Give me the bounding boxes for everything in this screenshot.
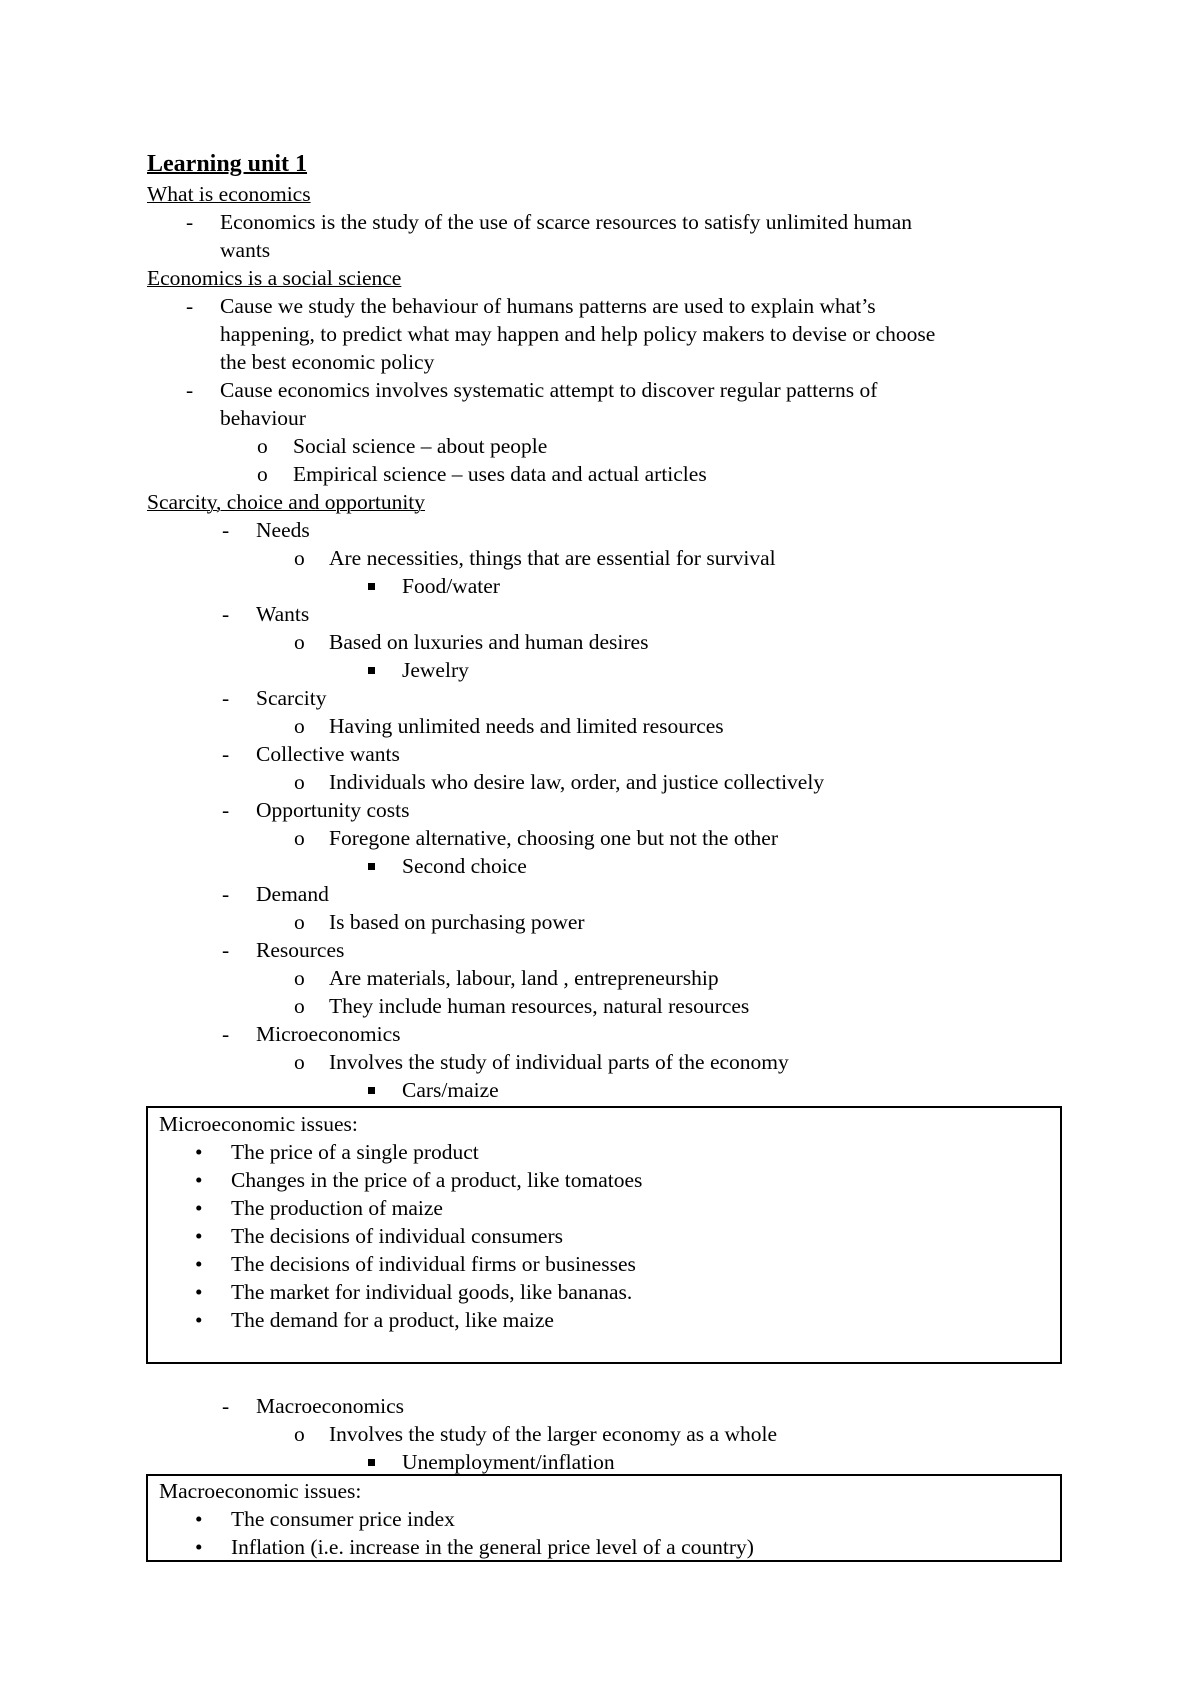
list-item: Resources xyxy=(256,938,345,962)
list-item: Microeconomics xyxy=(256,1022,401,1046)
list-item: Scarcity xyxy=(256,686,327,710)
box-heading: Microeconomic issues: xyxy=(159,1112,358,1136)
circle-marker: o xyxy=(294,910,305,934)
circle-marker: o xyxy=(294,630,305,654)
dash-marker: - xyxy=(222,742,230,766)
page-title: Learning unit 1 xyxy=(147,151,308,177)
dash-marker: - xyxy=(222,798,230,822)
box-list-item: The market for individual goods, like bananas. xyxy=(231,1280,633,1304)
sub-sub-bullet-text: Jewelry xyxy=(402,658,469,682)
box-list-item: The decisions of individual consumers xyxy=(231,1224,563,1248)
square-bullet-icon xyxy=(368,583,375,590)
bullet-marker: • xyxy=(195,1308,203,1332)
circle-marker: o xyxy=(294,770,305,794)
bullet-text: behaviour xyxy=(220,406,306,430)
sub-sub-bullet-text: Second choice xyxy=(402,854,527,878)
box-list-item: The consumer price index xyxy=(231,1507,455,1531)
circle-marker: o xyxy=(294,1050,305,1074)
circle-marker: o xyxy=(294,714,305,738)
box-list-item: The decisions of individual firms or businesses xyxy=(231,1252,636,1276)
dash-marker: - xyxy=(222,518,230,542)
sub-bullet-text: Involves the study of the larger economy as a whole xyxy=(329,1422,777,1446)
list-item: Needs xyxy=(256,518,310,542)
bullet-marker: • xyxy=(195,1168,203,1192)
circle-marker: o xyxy=(257,434,268,458)
bullet-marker: • xyxy=(195,1252,203,1276)
box-list-item: The price of a single product xyxy=(231,1140,479,1164)
list-item: Collective wants xyxy=(256,742,400,766)
sub-sub-bullet-text: Food/water xyxy=(402,574,500,598)
heading-social-science: Economics is a social science xyxy=(147,266,402,290)
sub-bullet-text: Empirical science – uses data and actual articles xyxy=(293,462,707,486)
list-item: Wants xyxy=(256,602,310,626)
bullet-marker: • xyxy=(195,1507,203,1531)
circle-marker: o xyxy=(257,462,268,486)
sub-bullet-text: Are necessities, things that are essential for survival xyxy=(329,546,776,570)
heading-what-is-economics: What is economics xyxy=(147,182,311,206)
bullet-text: Cause we study the behaviour of humans patterns are used to explain what’s xyxy=(220,294,876,318)
box-heading: Macroeconomic issues: xyxy=(159,1479,362,1503)
circle-marker: o xyxy=(294,546,305,570)
sub-bullet-text: Social science – about people xyxy=(293,434,548,458)
list-item: Demand xyxy=(256,882,329,906)
circle-marker: o xyxy=(294,966,305,990)
sub-bullet-text: Individuals who desire law, order, and justice collectively xyxy=(329,770,825,794)
sub-bullet-text: Based on luxuries and human desires xyxy=(329,630,649,654)
bullet-text: wants xyxy=(220,238,271,262)
sub-bullet-text: Are materials, labour, land , entrepreneurship xyxy=(329,966,719,990)
square-bullet-icon xyxy=(368,1459,375,1466)
heading-scarcity: Scarcity, choice and opportunity xyxy=(147,490,426,514)
list-item: Opportunity costs xyxy=(256,798,410,822)
bullet-marker: • xyxy=(195,1224,203,1248)
bullet-text: Economics is the study of the use of scarce resources to satisfy unlimited human xyxy=(220,210,913,234)
dash-marker: - xyxy=(222,882,230,906)
dash-marker: - xyxy=(222,1022,230,1046)
circle-marker: o xyxy=(294,994,305,1018)
dash-marker: - xyxy=(222,1394,230,1418)
box-list-item: The production of maize xyxy=(231,1196,443,1220)
box-list-item: Inflation (i.e. increase in the general price level of a country) xyxy=(231,1535,754,1559)
sub-bullet-text: Having unlimited needs and limited resources xyxy=(329,714,724,738)
bullet-marker: • xyxy=(195,1196,203,1220)
dash-marker: - xyxy=(222,686,230,710)
box-list-item: Changes in the price of a product, like tomatoes xyxy=(231,1168,643,1192)
dash-marker: - xyxy=(186,378,194,402)
dash-marker: - xyxy=(186,210,194,234)
sub-bullet-text: They include human resources, natural resources xyxy=(329,994,750,1018)
bullet-marker: • xyxy=(195,1280,203,1304)
circle-marker: o xyxy=(294,826,305,850)
dash-marker: - xyxy=(222,938,230,962)
dash-marker: - xyxy=(222,602,230,626)
bullet-marker: • xyxy=(195,1140,203,1164)
bullet-text: the best economic policy xyxy=(220,350,435,374)
square-bullet-icon xyxy=(368,667,375,674)
list-item: Macroeconomics xyxy=(256,1394,405,1418)
circle-marker: o xyxy=(294,1422,305,1446)
dash-marker: - xyxy=(186,294,194,318)
bullet-marker: • xyxy=(195,1535,203,1559)
bullet-text: Cause economics involves systematic attempt to discover regular patterns of xyxy=(220,378,878,402)
square-bullet-icon xyxy=(368,1087,375,1094)
sub-bullet-text: Is based on purchasing power xyxy=(329,910,585,934)
square-bullet-icon xyxy=(368,863,375,870)
sub-bullet-text: Foregone alternative, choosing one but not the other xyxy=(329,826,778,850)
sub-sub-bullet-text: Cars/maize xyxy=(402,1078,499,1102)
bullet-text: happening, to predict what may happen and help policy makers to devise or choose xyxy=(220,322,936,346)
box-list-item: The demand for a product, like maize xyxy=(231,1308,554,1332)
sub-bullet-text: Involves the study of individual parts of the economy xyxy=(329,1050,789,1074)
sub-sub-bullet-text: Unemployment/inflation xyxy=(402,1450,615,1474)
